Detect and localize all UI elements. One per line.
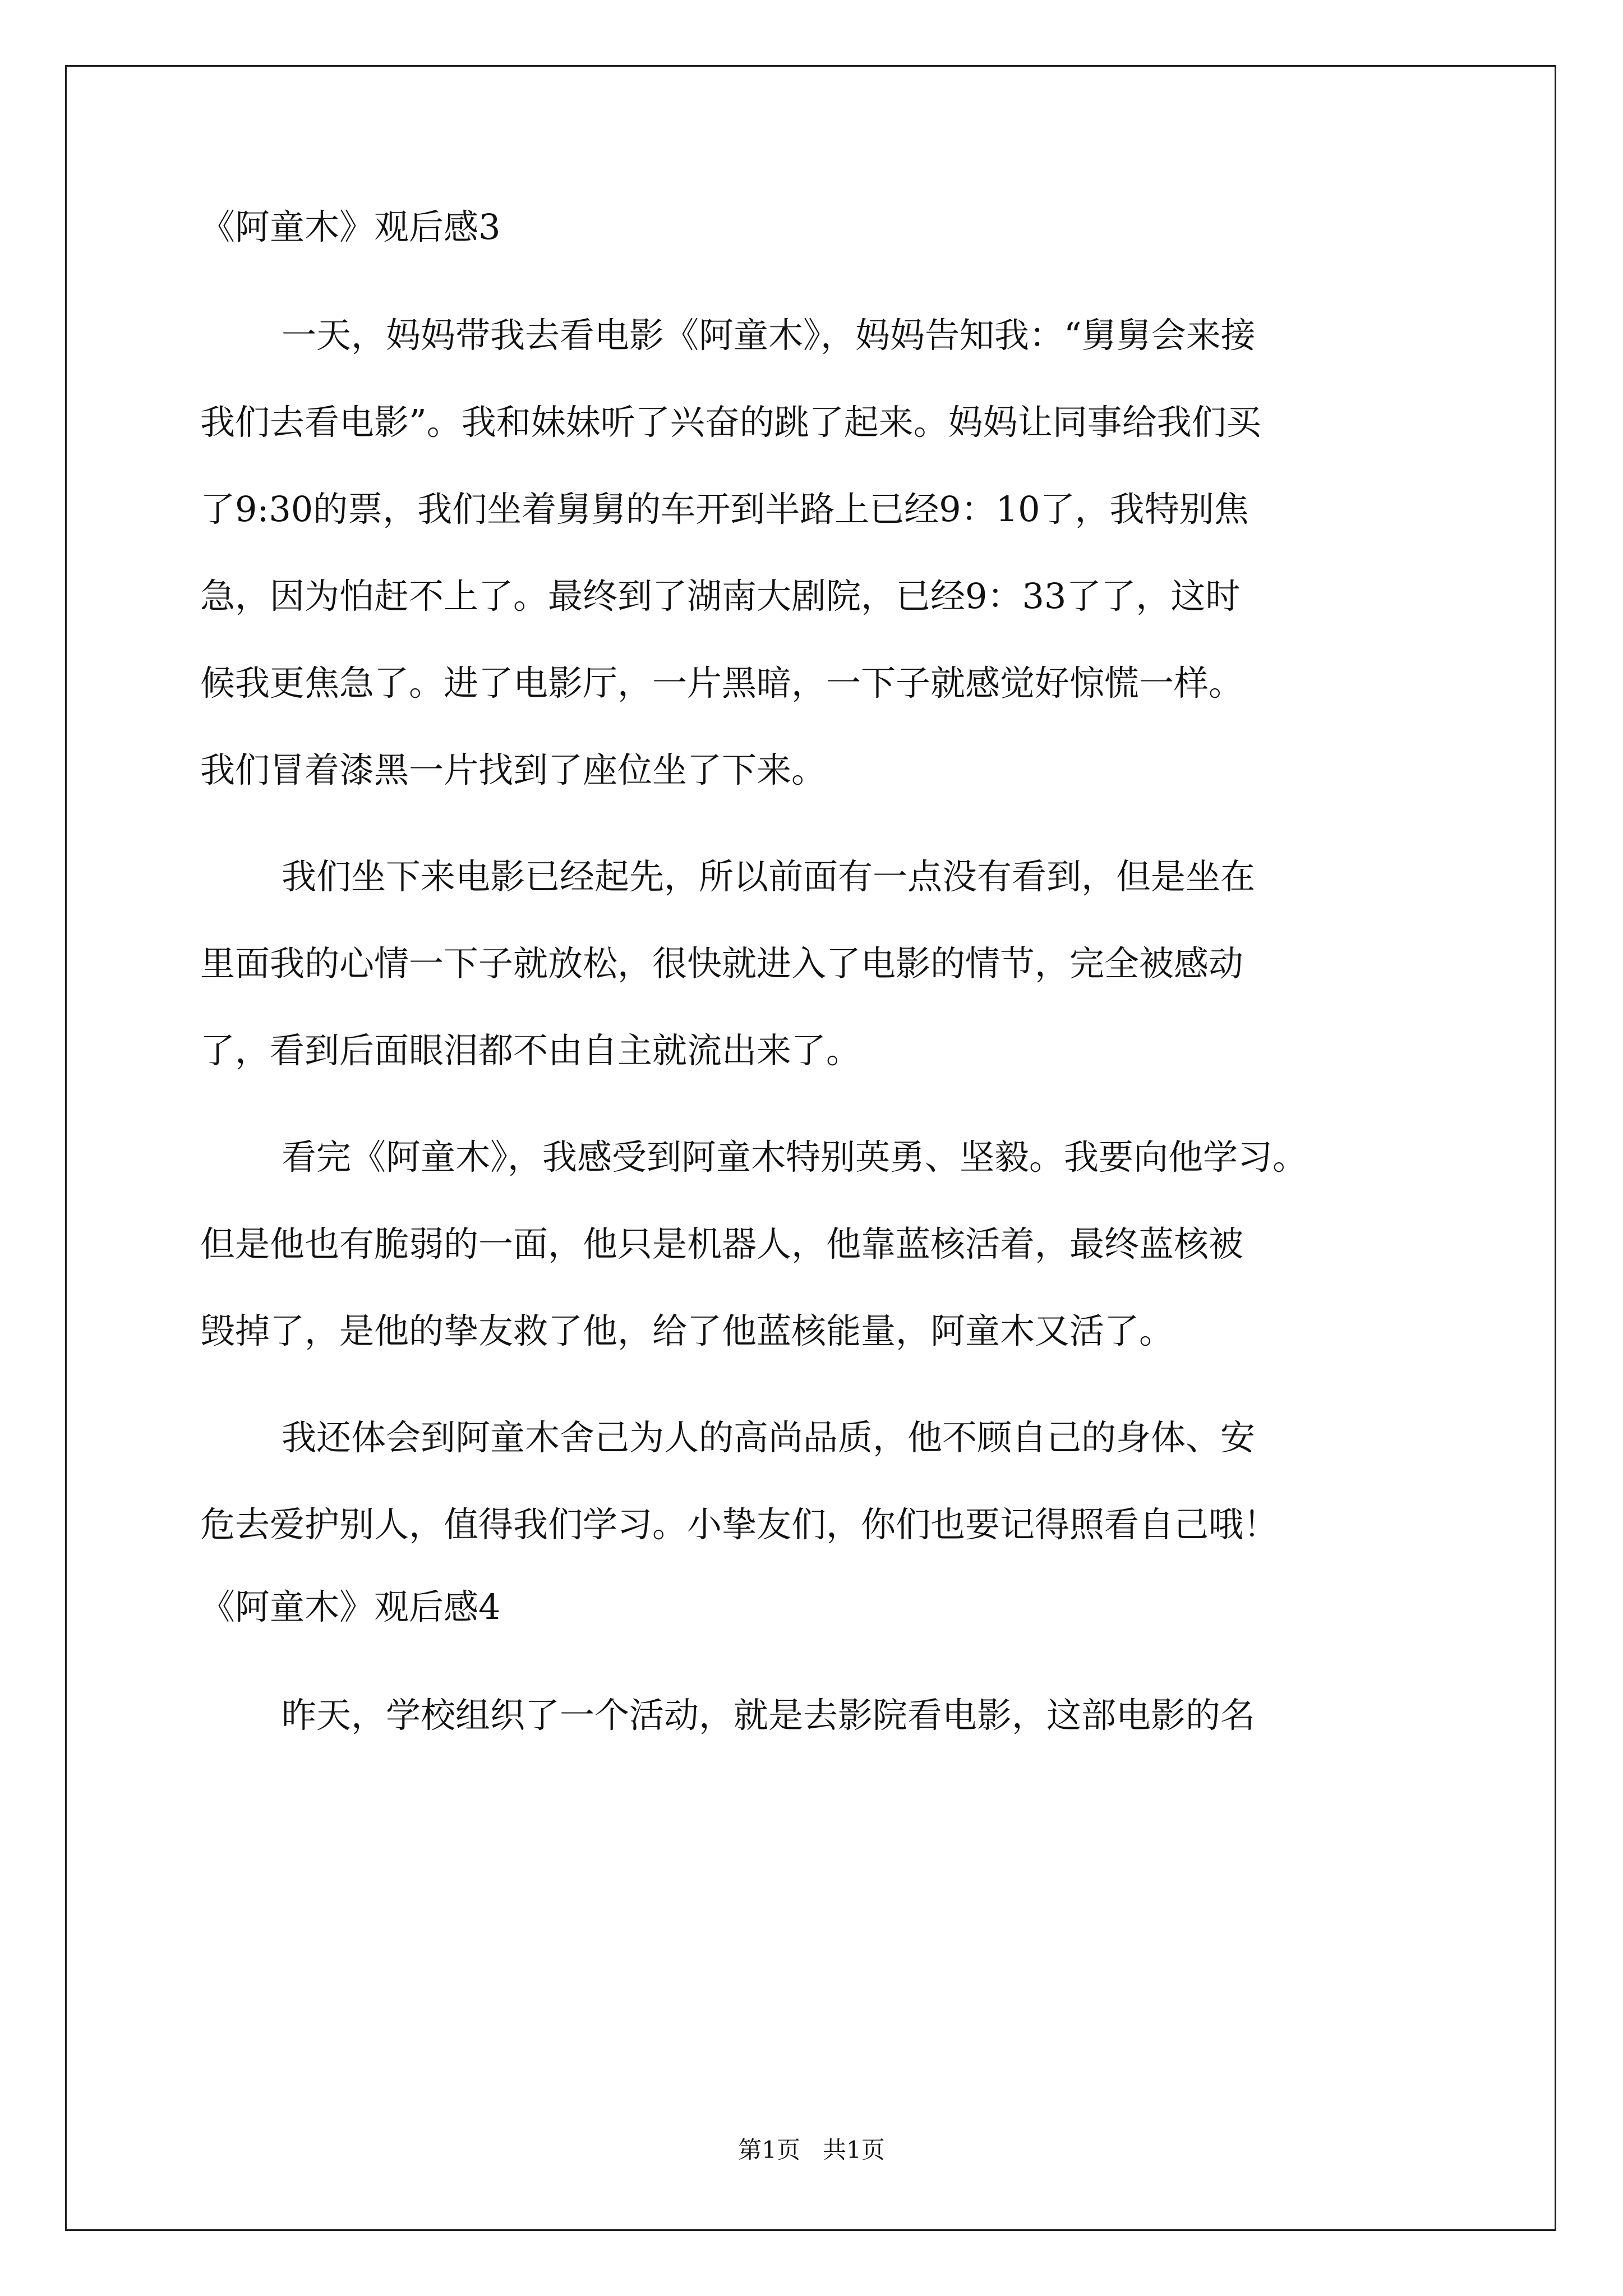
text-line: 我们去看电影”。我和妹妹听了兴奋的跳了起来。妈妈让同事给我们买 [200,402,1261,443]
paragraph [200,1114,1434,1374]
page-number-footer: 第1页 共1页 [738,2136,885,2164]
text-line: 了，看到后面眼泪都不由自主就流出来了。 [200,1030,861,1071]
text-line: 候我更焦急了。进了电影厅，一片黑暗，一下子就感觉好惊慌一样。 [200,662,1244,703]
text-line: 我们冒着漆黑一片找到了座位坐了下来。 [200,749,827,790]
text-line: 但是他也有脆弱的一面，他只是机器人，他靠蓝核活着，最终蓝核被 [200,1223,1244,1264]
paragraph [200,833,1434,1094]
document-body [200,205,1434,1778]
text-line: 毁掉了，是他的挚友救了他，给了他蓝核能量，阿童木又活了。 [200,1310,1174,1351]
paragraph [200,1672,1434,1759]
paragraph [200,1394,1434,1568]
section-title-3: 《阿童木》观后感3 [200,206,501,247]
text-line: 里面我的心情一下子就放松，很快就进入了电影的情节，完全被感动 [200,943,1244,984]
text-line: 我还体会到阿童木舍己为人的高尚品质，他不顾自己的身体、安 [282,1417,1256,1458]
text-line: 急，因为怕赶不上了。最终到了湖南大剧院，已经9：33了了，这时 [200,576,1241,616]
paragraph [200,292,1434,813]
text-line: 了9:30的票，我们坐着舅舅的车开到半路上已经9：10了，我特别焦 [200,489,1249,530]
text-line: 危去爱护别人，值得我们学习。小挚友们，你们也要记得照看自己哦！ [200,1504,1279,1545]
text-line: 我们坐下来电影已经起先，所以前面有一点没有看到，但是坐在 [282,856,1256,897]
text-line: 看完《阿童木》，我感受到阿童木特别英勇、坚毅。我要向他学习。 [282,1137,1308,1177]
text-line: 一天，妈妈带我去看电影《阿童木》，妈妈告知我：“舅舅会来接 [282,315,1256,356]
section-title-4: 《阿童木》观后感4 [200,1586,501,1627]
text-line: 昨天，学校组织了一个活动，就是去影院看电影，这部电影的名 [282,1695,1256,1736]
